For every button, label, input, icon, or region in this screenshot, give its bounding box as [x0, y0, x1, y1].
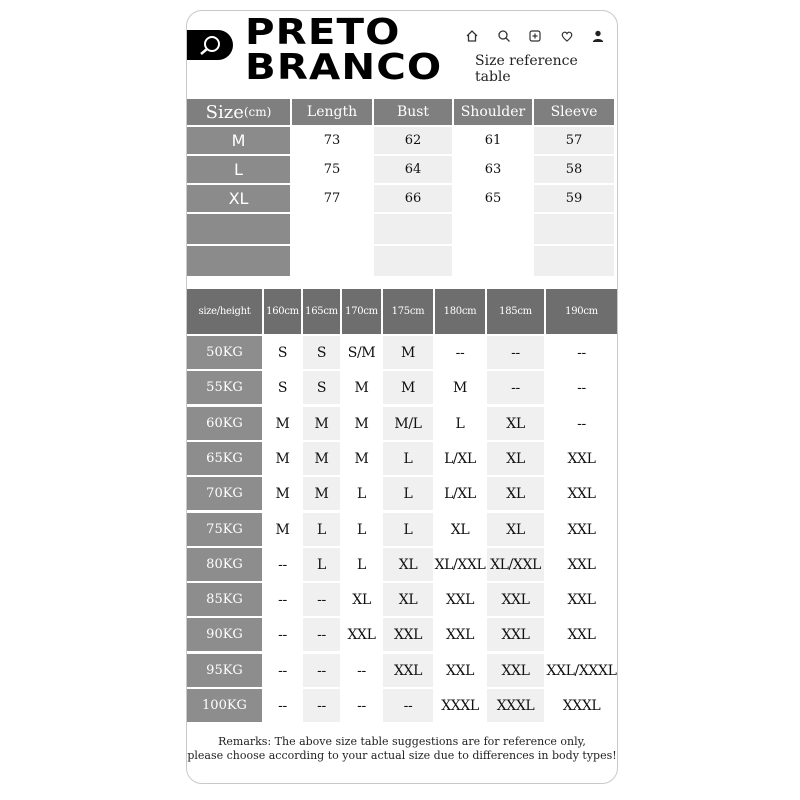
column-header: Bust	[374, 99, 452, 125]
recommended-size-cell: M	[275, 450, 290, 467]
height-header: 180cm	[435, 289, 485, 334]
recommended-size-cell: L	[357, 521, 366, 538]
recommended-size-cell: --	[357, 697, 366, 714]
measurement-cell	[374, 214, 452, 244]
recommended-size-cell: XL	[450, 521, 470, 538]
recommended-size-cell: L	[383, 513, 433, 546]
brand-logo	[245, 12, 443, 88]
add-box-icon[interactable]	[528, 28, 542, 42]
magnifier-icon	[198, 34, 224, 56]
height-header: 190cm	[546, 289, 617, 334]
height-header: 170cm	[342, 289, 381, 334]
measurement-cell	[292, 214, 372, 244]
measurement-cell	[534, 246, 614, 276]
recommended-size-cell: XXL	[487, 583, 544, 616]
recommended-size-cell: XL	[487, 477, 544, 510]
recommended-size-cell: --	[303, 583, 340, 616]
recommended-size-cell: M	[275, 415, 290, 432]
recommended-size-cell: XL	[352, 591, 371, 608]
weight-row-label: 70KG	[187, 477, 262, 510]
recommended-size-cell: S	[303, 371, 340, 404]
recommended-size-cell: --	[303, 654, 340, 687]
recommended-size-cell: --	[577, 379, 586, 396]
recommended-size-cell: L/XL	[444, 485, 476, 502]
brand-line-1: PRETO	[245, 12, 401, 53]
recommended-size-cell: M	[354, 415, 369, 432]
recommended-size-cell: L	[357, 556, 366, 573]
weight-row-label: 85KG	[187, 583, 262, 616]
size-header	[187, 99, 290, 125]
recommended-size-cell: S	[277, 379, 288, 396]
recommended-size-cell: XXL	[567, 485, 596, 502]
recommended-size-cell: XXL	[445, 591, 475, 608]
recommended-size-cell: M	[303, 407, 340, 440]
recommended-size-cell: M	[275, 521, 290, 538]
recommended-size-cell: XXL	[383, 654, 433, 687]
recommended-size-cell: M	[453, 379, 467, 396]
height-header: 165cm	[303, 289, 340, 334]
column-header: Shoulder	[454, 99, 532, 125]
weight-row-label: 50KG	[187, 336, 262, 369]
heart-icon[interactable]	[560, 28, 574, 42]
corner-header: size/height	[187, 289, 262, 334]
weight-row-label: 75KG	[187, 513, 262, 546]
home-icon[interactable]	[465, 28, 479, 42]
recommended-size-cell: XL	[383, 583, 433, 616]
recommended-size-cell: L	[303, 548, 340, 581]
measurement-cell	[534, 214, 614, 244]
recommended-size-cell: XL	[487, 513, 544, 546]
measurement-cell	[454, 246, 532, 276]
measurement-cell: 75	[323, 162, 341, 177]
recommended-size-cell: XL	[383, 548, 433, 581]
measurement-cell	[374, 246, 452, 276]
size-row-label: XL	[187, 185, 290, 212]
recommended-size-cell: L	[357, 485, 366, 502]
recommended-size-cell: L	[383, 477, 433, 510]
recommended-size-cell: --	[278, 556, 287, 573]
recommended-size-cell: XXL	[487, 654, 544, 687]
size-row-label: M	[187, 127, 290, 154]
recommended-size-cell: --	[383, 689, 433, 722]
recommended-size-cell: XXL	[445, 662, 475, 679]
column-header: Sleeve	[534, 99, 614, 125]
remarks	[187, 735, 617, 763]
measurement-cell	[292, 246, 372, 276]
recommended-size-cell: M	[383, 371, 433, 404]
measurement-cell: 65	[484, 191, 502, 206]
weight-row-label: 65KG	[187, 442, 262, 475]
recommended-size-cell: M	[275, 485, 290, 502]
search-icon[interactable]	[497, 28, 511, 42]
measurement-cell: 58	[534, 156, 614, 183]
recommended-size-cell: --	[278, 626, 287, 643]
recommended-size-cell: M	[303, 477, 340, 510]
recommended-size-cell: --	[487, 371, 544, 404]
recommended-size-cell: --	[577, 415, 586, 432]
recommended-size-cell: M	[303, 442, 340, 475]
size-row-label	[187, 246, 290, 276]
recommended-size-cell: XXL	[445, 626, 475, 643]
recommended-size-cell: XXL	[383, 618, 433, 651]
brand-line-2: BRANCO	[245, 47, 443, 88]
recommended-size-cell: --	[577, 344, 586, 361]
remarks-line-1: Remarks: The above size table suggestions are for reference only,	[218, 735, 586, 748]
recommended-size-cell: --	[455, 344, 465, 361]
recommended-size-cell: L	[303, 513, 340, 546]
measurement-cell: 64	[374, 156, 452, 183]
recommended-size-cell: XL	[487, 407, 544, 440]
measurement-cell: 61	[484, 133, 502, 148]
column-header: Length	[292, 99, 372, 125]
recommended-size-cell: XXXL	[487, 689, 544, 722]
height-header: 185cm	[487, 289, 544, 334]
measurement-cell: 77	[323, 191, 341, 206]
recommended-size-cell: --	[487, 336, 544, 369]
page-title: Size reference table	[475, 53, 578, 85]
recommended-size-cell: M	[383, 336, 433, 369]
recommended-size-cell: XXL	[567, 556, 596, 573]
recommended-size-cell: XXL	[567, 626, 596, 643]
recommended-size-cell: XXXL	[562, 697, 601, 714]
weight-row-label: 55KG	[187, 371, 262, 404]
recommended-size-cell: M/L	[383, 407, 433, 440]
recommended-size-cell: XXL	[567, 521, 596, 538]
measurement-cell: 63	[484, 162, 502, 177]
remarks-line-2: please choose according to your actual size due to differences in body types!	[187, 749, 617, 762]
recommended-size-cell: XXXL	[441, 697, 479, 714]
recommended-size-cell: --	[278, 662, 287, 679]
weight-row-label: 95KG	[187, 654, 262, 687]
weight-row-label: 100KG	[187, 689, 262, 722]
recommended-size-cell: XXL/XXXL	[546, 662, 617, 679]
recommended-size-cell: L	[455, 415, 465, 432]
recommended-size-cell: XXL	[347, 626, 376, 643]
recommended-size-cell: M	[354, 450, 369, 467]
recommended-size-cell: --	[278, 591, 287, 608]
recommended-size-cell: S	[303, 336, 340, 369]
recommended-size-cell: --	[303, 689, 340, 722]
weight-row-label: 90KG	[187, 618, 262, 651]
measurement-cell: 73	[323, 133, 341, 148]
measurement-cell: 57	[534, 127, 614, 154]
measurement-cell	[454, 214, 532, 244]
weight-row-label: 80KG	[187, 548, 262, 581]
recommended-size-cell: S/M	[347, 344, 376, 361]
weight-row-label: 60KG	[187, 407, 262, 440]
size-header-label: Size	[205, 101, 244, 123]
recommended-size-cell: --	[357, 662, 366, 679]
height-header: 175cm	[383, 289, 433, 334]
height-header: 160cm	[264, 289, 301, 334]
size-header-unit: (cm)	[243, 105, 272, 119]
search-button[interactable]	[187, 30, 233, 60]
size-row-label	[187, 214, 290, 244]
recommended-size-cell: S	[277, 344, 288, 361]
size-row-label: L	[187, 156, 290, 183]
recommended-size-cell: XL/XXL	[434, 556, 486, 573]
user-icon[interactable]	[591, 28, 605, 42]
recommended-size-cell: L	[383, 442, 433, 475]
measurement-cell: 66	[374, 185, 452, 212]
recommended-size-cell: --	[303, 618, 340, 651]
measurement-cell: 62	[374, 127, 452, 154]
recommended-size-cell: XL/XXL	[487, 548, 544, 581]
recommended-size-cell: XXL	[487, 618, 544, 651]
measurement-cell: 59	[534, 185, 614, 212]
recommended-size-cell: --	[278, 697, 287, 714]
header-icons	[465, 27, 605, 43]
recommended-size-cell: XXL	[567, 591, 596, 608]
size-chart-card	[186, 10, 618, 784]
recommended-size-cell: L/XL	[444, 450, 476, 467]
recommended-size-cell: XL	[487, 442, 544, 475]
recommended-size-cell: M	[354, 379, 369, 396]
recommended-size-cell: XXL	[567, 450, 596, 467]
